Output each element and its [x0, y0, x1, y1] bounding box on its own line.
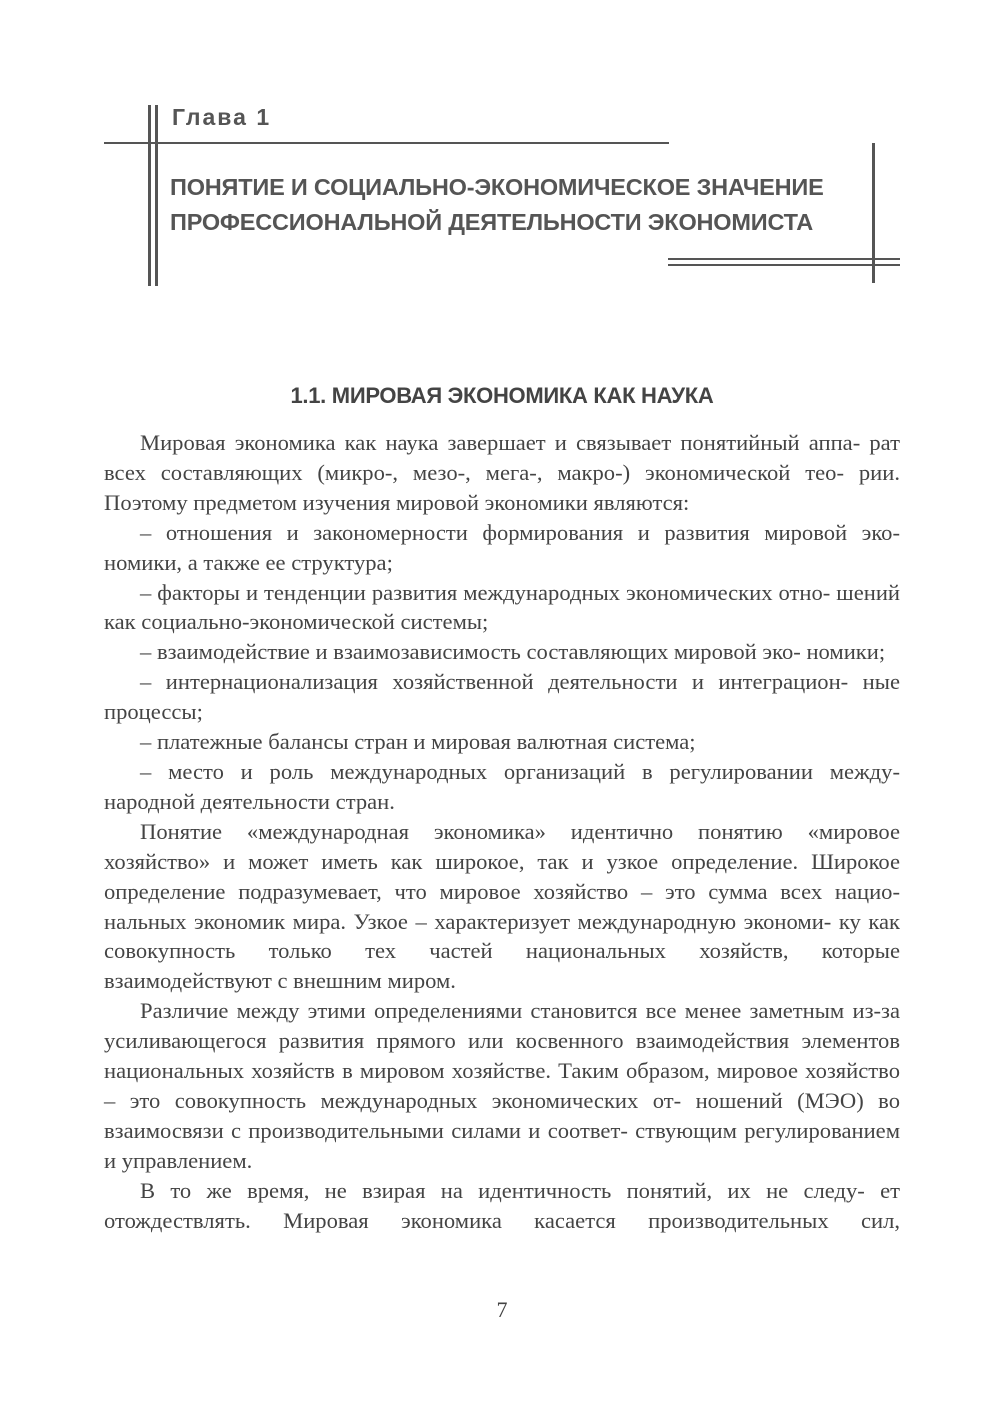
paragraph-line: рии. Поэтому предметом изучения мировой экономики являются: [104, 459, 900, 515]
paragraph-line: ку как совокупность только тех частей национальных хозяйств, которые [104, 908, 900, 964]
paragraph [104, 578, 900, 638]
paragraph-line: ет отождествлять. Мировая экономика касается производительных сил, [104, 1177, 901, 1233]
paragraph-line: номики; [806, 639, 886, 665]
paragraph-line: шений как социально-экономической системы; [104, 579, 900, 635]
paragraph-line: ные процессы; [104, 669, 900, 725]
paragraph-line: Понятие «международная экономика» идентично понятию «мировое [140, 818, 900, 844]
frame-vertical-right [872, 143, 875, 283]
frame-vertical-left-1 [148, 105, 151, 286]
paragraph-line: народной деятельности стран. [104, 788, 395, 814]
frame-horizontal-top [104, 142, 669, 144]
paragraph-line: ствующим регулированием и управлением. [104, 1117, 900, 1173]
body-text [104, 428, 900, 1235]
paragraph [104, 428, 900, 518]
paragraph [104, 637, 900, 667]
paragraph-line: из-за усиливающегося развития прямого или косвенного взаимодействия [104, 998, 900, 1054]
paragraph-line: Различие между этими определениями становится все менее заметным [140, 998, 845, 1024]
chapter-title-line: ПРОФЕССИОНАЛЬНОЙ ДЕЯТЕЛЬНОСТИ ЭКОНОМИСТА [170, 209, 814, 235]
paragraph [104, 727, 900, 757]
page-number: 7 [496, 1297, 508, 1322]
chapter-title-line: ПОНЯТИЕ И СОЦИАЛЬНО-ЭКОНОМИЧЕСКОЕ ЗНАЧЕНИЕ [170, 174, 824, 200]
paragraph-line: взаимодействуют с внешним миром. [104, 968, 456, 994]
chapter-title [170, 170, 870, 240]
paragraph-line: – интернационализация хозяйственной деятельности и интеграцион- [140, 669, 849, 695]
paragraph-line: рат всех составляющих (микро-, мезо-, мега-, макро-) экономической тео- [104, 430, 900, 485]
paragraph [104, 1176, 900, 1236]
paragraph [104, 817, 900, 996]
paragraph-line: ношений (МЭО) во взаимосвязи с производительными силами и соответ- [104, 1087, 900, 1143]
paragraph [104, 757, 900, 817]
paragraph-line: мировое хозяйство – это совокупность международных экономических от- [104, 1058, 900, 1113]
paragraph-line: – взаимодействие и взаимозависимость составляющих мировой эко- [140, 639, 801, 665]
paragraph-line: – платежные балансы стран и мировая валютная система; [140, 729, 696, 755]
frame-horizontal-bottom-2 [668, 264, 900, 266]
frame-vertical-left-2 [155, 105, 158, 286]
paragraph [104, 996, 900, 1175]
section-heading: 1.1. МИРОВАЯ ЭКОНОМИКА КАК НАУКА [290, 383, 714, 408]
paragraph-line: – факторы и тенденции развития международных экономических отно- [140, 579, 831, 605]
paragraph [104, 518, 900, 578]
paragraph-line: – место и роль международных организаций в регулировании между- [140, 758, 900, 784]
paragraph-line: В то же время, не взирая на идентичность понятий, их не следу- [140, 1177, 865, 1203]
frame-horizontal-bottom-1 [668, 258, 900, 260]
paragraph-line: хозяйство» и может иметь как широкое, так и узкое определение. Широкое [104, 848, 900, 874]
chapter-label: Глава 1 [172, 104, 272, 130]
paragraph-line: нальных экономик мира. Узкое – характеризует международную экономи- [104, 908, 832, 934]
paragraph-line: – отношения и закономерности формирования и развития мировой эко- [140, 519, 900, 545]
paragraph [104, 667, 900, 727]
paragraph-line: определение подразумевает, что мировое хозяйство – это сумма всех нацио- [104, 878, 900, 904]
paragraph-line: элементов национальных хозяйств в мировом хозяйстве. Таким образом, [104, 1028, 900, 1084]
paragraph-line: Мировая экономика как наука завершает и связывает понятийный аппа- [140, 430, 861, 455]
paragraph-line: номики, а также ее структура; [104, 549, 393, 575]
